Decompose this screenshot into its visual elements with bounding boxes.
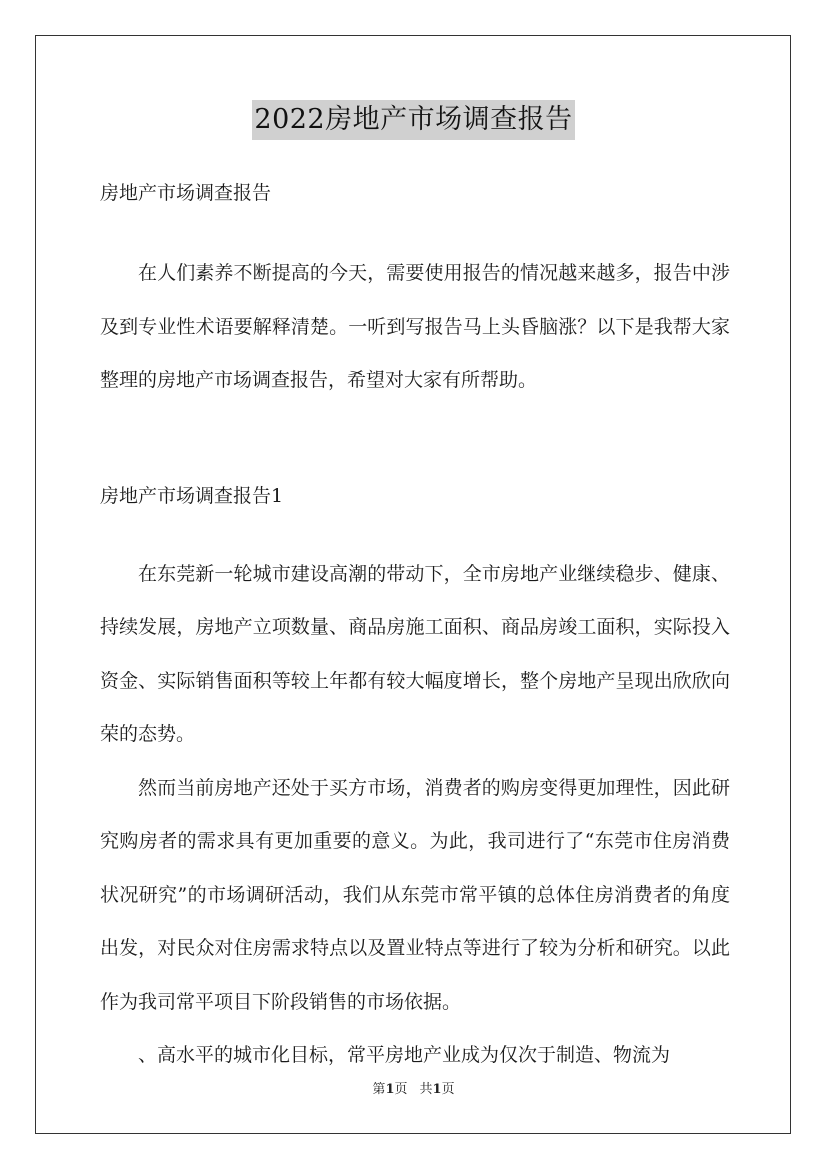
section-heading: 房地产市场调查报告1	[100, 484, 284, 507]
total-prefix: 共	[419, 1082, 433, 1097]
page-suffix: 页	[394, 1082, 408, 1097]
total-suffix: 页	[441, 1082, 455, 1097]
page-prefix: 第	[372, 1082, 386, 1097]
document-title: 2022房地产市场调查报告	[252, 100, 574, 140]
body-paragraph: 、高水平的城市化目标，常平房地产业成为仅次于制造、物流为	[138, 1044, 671, 1066]
intro-paragraph: 在人们素养不断提高的今天，需要使用报告的情况越来越多，报告中涉及到专业性术语要解释清楚。一听到写报告马上头昏脑涨？以下是我帮大家整理的房地产市场调查报告，希望对大家有所帮助。	[100, 262, 730, 391]
intro-heading: 房地产市场调查报告	[100, 182, 272, 204]
body-paragraph: 在东莞新一轮城市建设高潮的带动下，全市房地产业继续稳步、健康、持续发展，房地产立项数量、商品房施工面积、商品房竣工面积，实际投入资金、实际销售面积等较上年都有较大幅度增长，整个房地产呈现出欣欣向荣的态势。	[100, 562, 730, 745]
spacer	[100, 514, 730, 548]
document-body	[100, 175, 730, 1083]
page-current: 1	[385, 1082, 395, 1097]
title-container	[0, 100, 827, 140]
spacer	[100, 408, 730, 478]
page-footer	[0, 1080, 827, 1100]
body-paragraph: 然而当前房地产还处于买方市场，消费者的购房变得更加理性，因此研究购房者的需求具有更加重要的意义。为此，我司进行了“东莞市住房消费状况研究”的市场调研活动，我们从东莞市常平镇的总体住房消费者的角度出发，对民众对住房需求特点以及置业特点等进行了较为分析和研究。以此作为我司常平项目下阶段销售的市场依据。	[100, 776, 730, 1013]
spacer	[100, 211, 730, 247]
page-total: 1	[432, 1082, 442, 1097]
